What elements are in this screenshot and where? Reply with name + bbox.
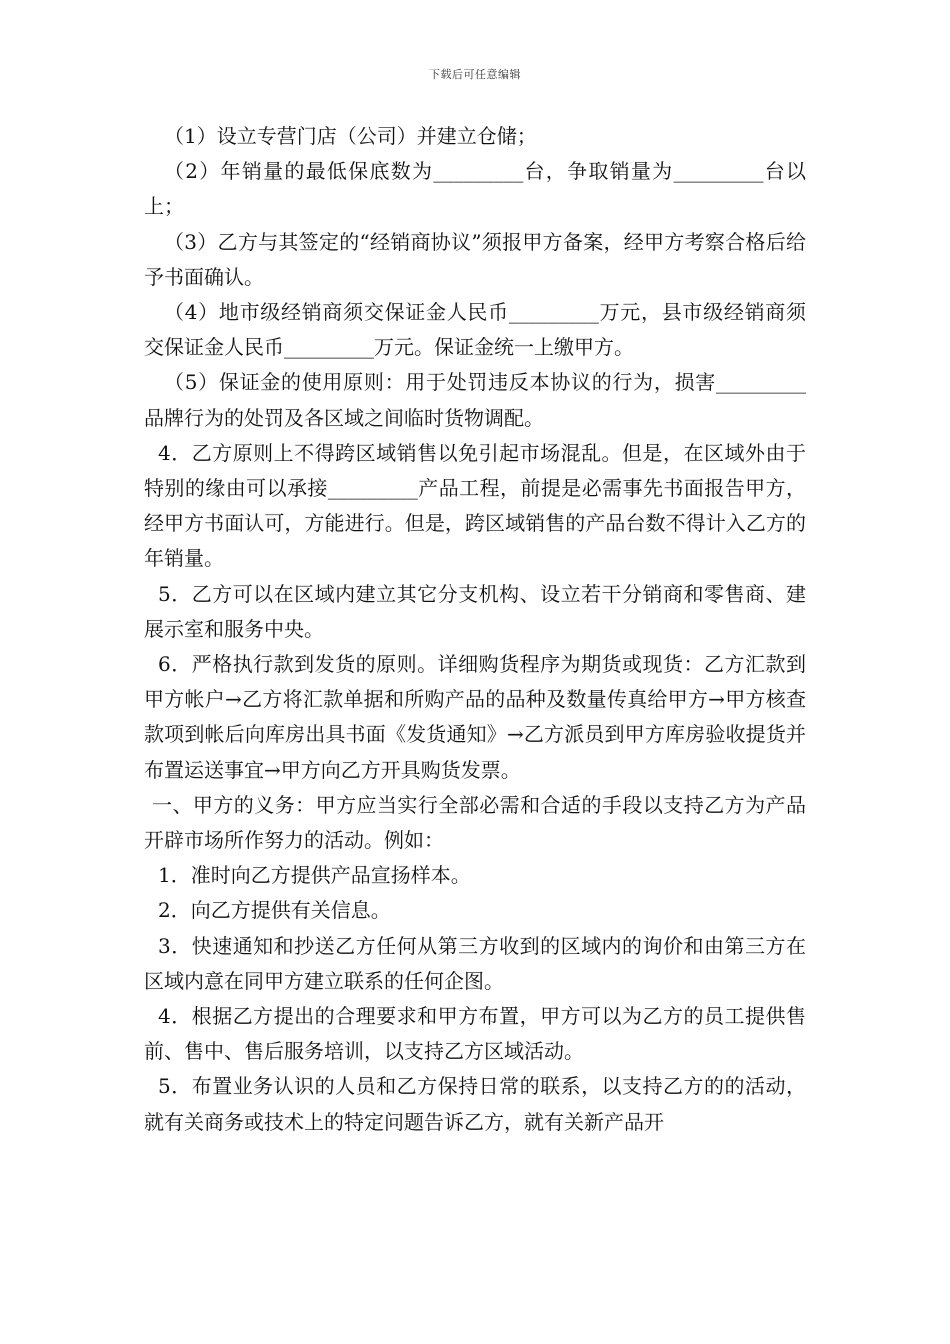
paragraph-sub-4: （4）地市级经销商须交保证金人民币_________万元，县市级经销商须交保证金人民币_________万元。保证金统一上缴甲方。 <box>144 300 806 360</box>
paragraph-item-5: 5．乙方可以在区域内建立其它分支机构、设立若干分销商和零售商、建展示室和服务中央。 <box>144 581 806 641</box>
paragraph-duty-3: 3．快速通知和抄送乙方任何从第三方收到的区域内的询价和由第三方在区域内意在同甲方建立联系的任何企图。 <box>144 933 806 993</box>
paragraph-sub-5: （5）保证金的使用原则：用于处罚违反本协议的行为，损害_________品牌行为的处罚及各区域之间临时货物调配。 <box>144 370 806 430</box>
paragraph-duty-4: 4．根据乙方提出的合理要求和甲方布置，甲方可以为乙方的员工提供售前、售中、售后服务培训，以支持乙方区域活动。 <box>144 1004 806 1064</box>
paragraph-section-party-a-duties: 一、甲方的义务：甲方应当实行全部必需和合适的手段以支持乙方为产品开辟市场所作努力的活动。例如： <box>144 792 806 853</box>
paragraph-duty-1: 1．准时向乙方提供产品宣扬样本。 <box>158 863 471 888</box>
paragraph-sub-1: （1）设立专营门店（公司）并建立仓储； <box>164 124 537 148</box>
paragraph-item-6: 6．严格执行款到发货的原则。详细购货程序为期货或现货：乙方汇款到甲方帐户→乙方将汇款单据和所购产品的品种及数量传真给甲方→甲方核查款项到帐后向库房出具书面《发货通知》→乙方派员到甲方库房验收提货并布置运送事宜→甲方向乙方开具购货发票。 <box>144 652 806 782</box>
paragraph-duty-2: 2．向乙方提供有关信息。 <box>158 898 391 923</box>
paragraph-sub-2: （2）年销量的最低保底数为_________台，争取销量为_________台以上； <box>144 159 806 219</box>
paragraph-item-4: 4．乙方原则上不得跨区域销售以免引起市场混乱。但是，在区域外由于特别的缘由可以承接_________产品工程，前提是必需事先书面报告甲方，经甲方书面认可，方能进行。但是，跨区域销售的产品台数不得计入乙方的年销量。 <box>144 440 806 571</box>
paragraph-duty-5: 5．布置业务认识的人员和乙方保持日常的联系，以支持乙方的的活动，就有关商务或技术上的特定问题告诉乙方，就有关新产品开 <box>144 1074 806 1134</box>
paragraph-sub-3: （3）乙方与其签定的“经销商协议”须报甲方备案，经甲方考察合格后给予书面确认。 <box>144 229 806 289</box>
document-body <box>144 119 806 1140</box>
page-header: 下载后可任意编辑 <box>429 68 521 81</box>
